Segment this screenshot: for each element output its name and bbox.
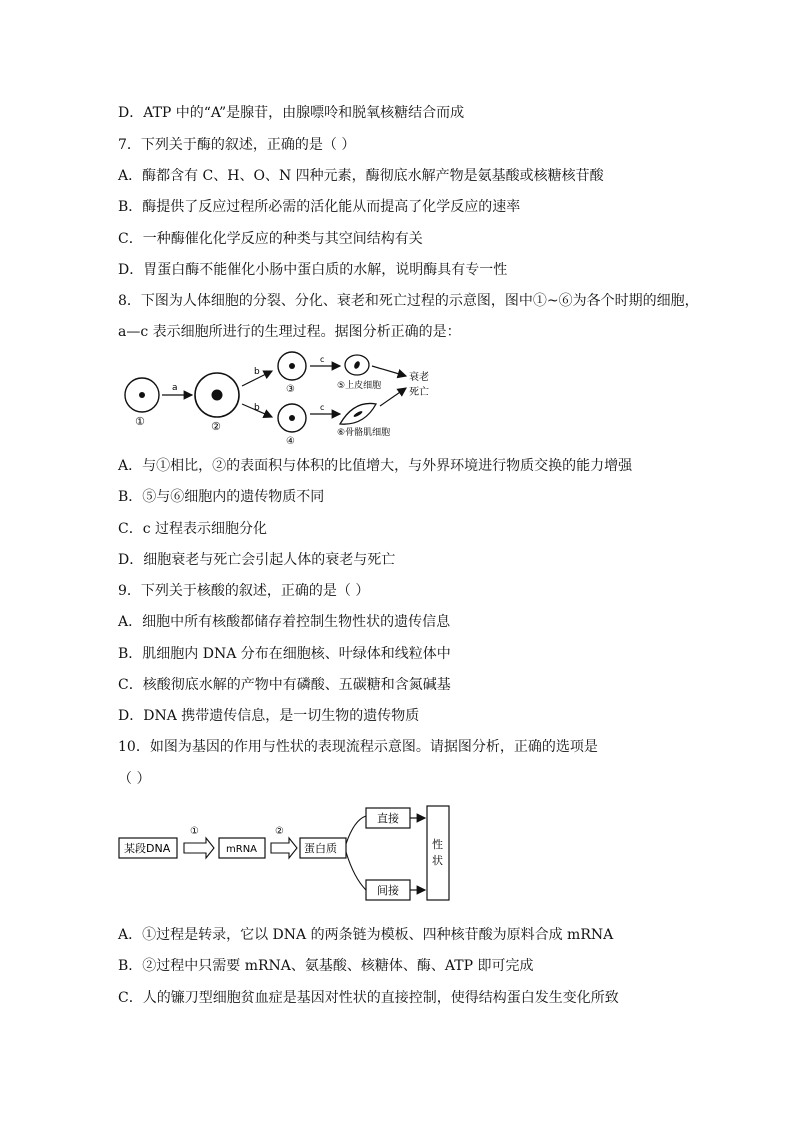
step-1-label: ①	[190, 826, 199, 837]
q7-stem: 7．下列关于酶的叙述，正确的是（ ）	[118, 137, 356, 153]
trait-char-1: 性	[432, 838, 443, 851]
mrna-label: mRNA	[226, 844, 258, 855]
q9-option-a: A．细胞中所有核酸都储存着控制生物性状的遗传信息	[118, 614, 451, 630]
gene-expression-diagram	[116, 800, 456, 904]
q6-option-d: D．ATP 中的“A”是腺苷，由腺嘌呤和脱氧核糖结合而成	[118, 105, 465, 121]
step-2-arrow	[271, 838, 297, 858]
q9-option-d: D．DNA 携带遗传信息，是一切生物的遗传物质	[118, 708, 420, 724]
cell-2-label: ②	[211, 420, 221, 433]
trait-char-2: 状	[432, 854, 443, 867]
cell-process-diagram	[114, 348, 454, 448]
indirect-label: 间接	[377, 884, 399, 897]
q9-option-c: C．核酸彻底水解的产物中有磷酸、五碳糖和含氮碱基	[118, 677, 451, 693]
aging-label: 衰老	[409, 372, 429, 383]
q8-option-a: A．与①相比，②的表面积与体积的比值增大，与外界环境进行物质交换的能力增强	[118, 458, 633, 474]
process-c1-label: c	[320, 355, 325, 364]
q10-option-b: B．②过程中只需要 mRNA、氨基酸、核糖体、酶、ATP 即可完成	[118, 958, 534, 974]
q8-option-d: D．细胞衰老与死亡会引起人体的衰老与死亡	[118, 552, 396, 568]
death-label: 死亡	[409, 387, 429, 398]
cell-6-label: ⑥骨骼肌细胞	[337, 428, 391, 438]
q9-stem: 9．下列关于核酸的叙述，正确的是（ ）	[118, 583, 370, 599]
q10-option-a: A．①过程是转录，它以 DNA 的两条链为模板、四种核苷酸为原料合成 mRNA	[118, 927, 614, 943]
q8-option-b: B．⑤与⑥细胞内的遗传物质不同	[118, 489, 325, 505]
dna-label: 某段DNA	[124, 842, 171, 855]
cell-3-label: ③	[286, 384, 295, 395]
process-b1-label: b	[254, 367, 260, 377]
q7-option-d: D．胃蛋白酶不能催化小肠中蛋白质的水解，说明酶具有专一性	[118, 262, 508, 278]
cell-5-label: ⑤上皮细胞	[337, 381, 382, 391]
protein-label: 蛋白质	[304, 842, 337, 855]
process-a-label: a	[172, 383, 178, 393]
q8-stem-line2: a—c 表示细胞所进行的生理过程。据图分析正确的是：	[118, 324, 461, 340]
q8-option-c: C．c 过程表示细胞分化	[118, 521, 268, 537]
q7-option-a: A．酶都含有 C、H、O、N 四种元素，酶彻底水解产物是氨基酸或核糖核苷酸	[118, 168, 604, 184]
q10-option-c: C．人的镰刀型细胞贫血症是基因对性状的直接控制，使得结构蛋白发生变化所致	[118, 990, 619, 1006]
q7-option-c: C．一种酶催化化学反应的种类与其空间结构有关	[118, 231, 423, 247]
step-1-arrow	[184, 838, 214, 858]
q9-option-b: B．肌细胞内 DNA 分布在细胞核、叶绿体和线粒体中	[118, 646, 451, 662]
process-c2-label: c	[320, 403, 325, 412]
process-b2-label: b	[254, 403, 260, 413]
q10-stem-line2: （ ）	[118, 771, 151, 787]
cell-1-label: ①	[135, 415, 145, 428]
q10-stem-line1: 10．如图为基因的作用与性状的表现流程示意图。请据图分析，正确的选项是	[118, 739, 598, 755]
trait-box	[427, 806, 449, 900]
direct-label: 直接	[377, 812, 399, 825]
step-2-label: ②	[275, 826, 284, 837]
q7-option-b: B．酶提供了反应过程所必需的活化能从而提高了化学反应的速率	[118, 199, 521, 215]
q8-stem-line1: 8．下图为人体细胞的分裂、分化、衰老和死亡过程的示意图，图中①~⑥为各个时期的细胞，	[118, 293, 699, 309]
cell-4-label: ④	[286, 436, 295, 447]
